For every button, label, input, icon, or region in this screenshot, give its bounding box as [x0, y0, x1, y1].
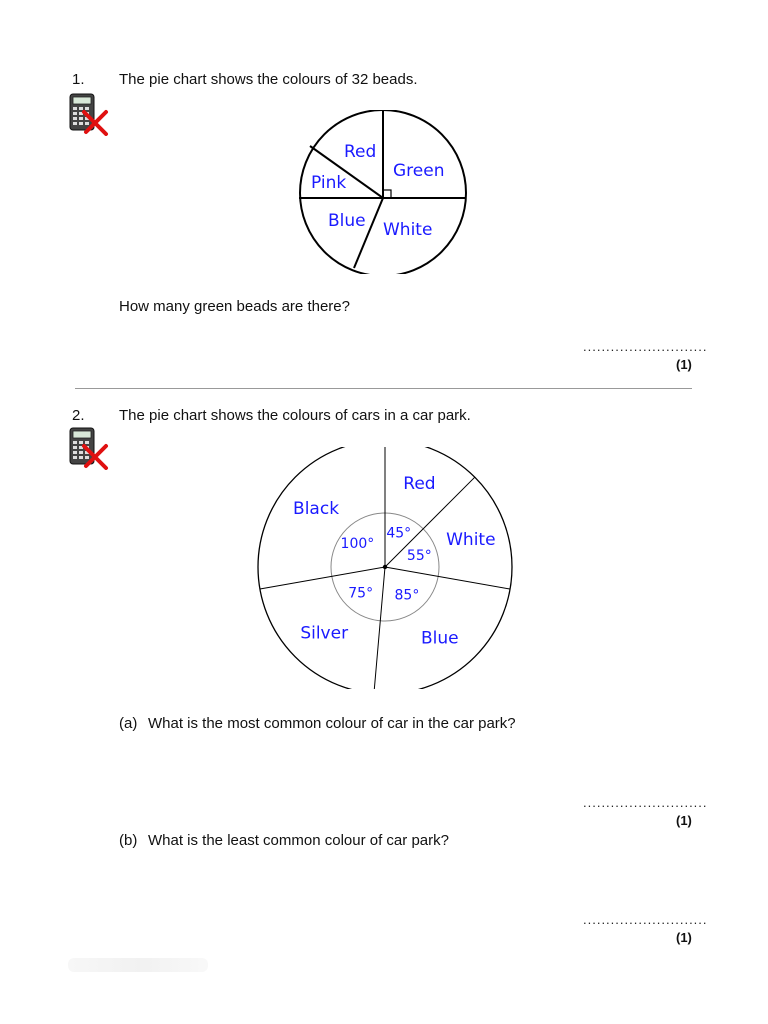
question-2b-answer-line[interactable]: ........................... [583, 912, 708, 927]
bead-label-red: Red [344, 142, 377, 162]
bead-label-white: White [383, 220, 433, 240]
bead-label-blue: Blue [328, 211, 366, 231]
question-2b-text: What is the least common colour of car park? [148, 832, 449, 849]
question-1-marks: (1) [676, 357, 692, 372]
question-2a-answer-line[interactable]: ........................... [583, 795, 708, 810]
car-slice-label: Black [293, 499, 340, 520]
car-slice-label: Red [403, 473, 436, 494]
no-calculator-icon [68, 426, 108, 468]
car-slice-label: Silver [300, 623, 349, 644]
question-2a-text: What is the most common colour of car in the car park? [148, 715, 516, 732]
bead-label-pink: Pink [311, 173, 347, 193]
question-2a-label: (a) [119, 715, 138, 732]
question-1-text: The pie chart shows the colours of 32 beads. [119, 71, 418, 88]
question-2-text: The pie chart shows the colours of cars in a car park. [119, 407, 471, 424]
question-2a-marks: (1) [676, 813, 692, 828]
scan-smudge [68, 958, 208, 972]
car-slice-angle-label: 85° [394, 587, 420, 604]
bead-label-green: Green [393, 161, 445, 181]
car-slice-angle-label: 75° [348, 585, 374, 602]
question-1-answer-line[interactable]: ........................... [583, 339, 708, 354]
question-1-prompt: How many green beads are there? [119, 298, 350, 315]
question-2-number: 2. [72, 407, 85, 424]
question-1-number: 1. [72, 71, 85, 88]
section-divider [75, 388, 692, 389]
car-pie-chart [256, 447, 516, 689]
question-2b-label: (b) [119, 832, 138, 849]
car-slice-angle-label: 100° [340, 535, 375, 552]
question-2b-marks: (1) [676, 930, 692, 945]
car-slice-label: Blue [420, 628, 459, 649]
no-calculator-icon [68, 92, 108, 134]
car-slice-angle-label: 55° [406, 548, 432, 565]
car-slice-label: White [446, 529, 496, 550]
car-pie-center [383, 565, 387, 569]
car-slice-angle-label: 45° [386, 525, 412, 542]
bead-pie-chart [296, 110, 472, 274]
